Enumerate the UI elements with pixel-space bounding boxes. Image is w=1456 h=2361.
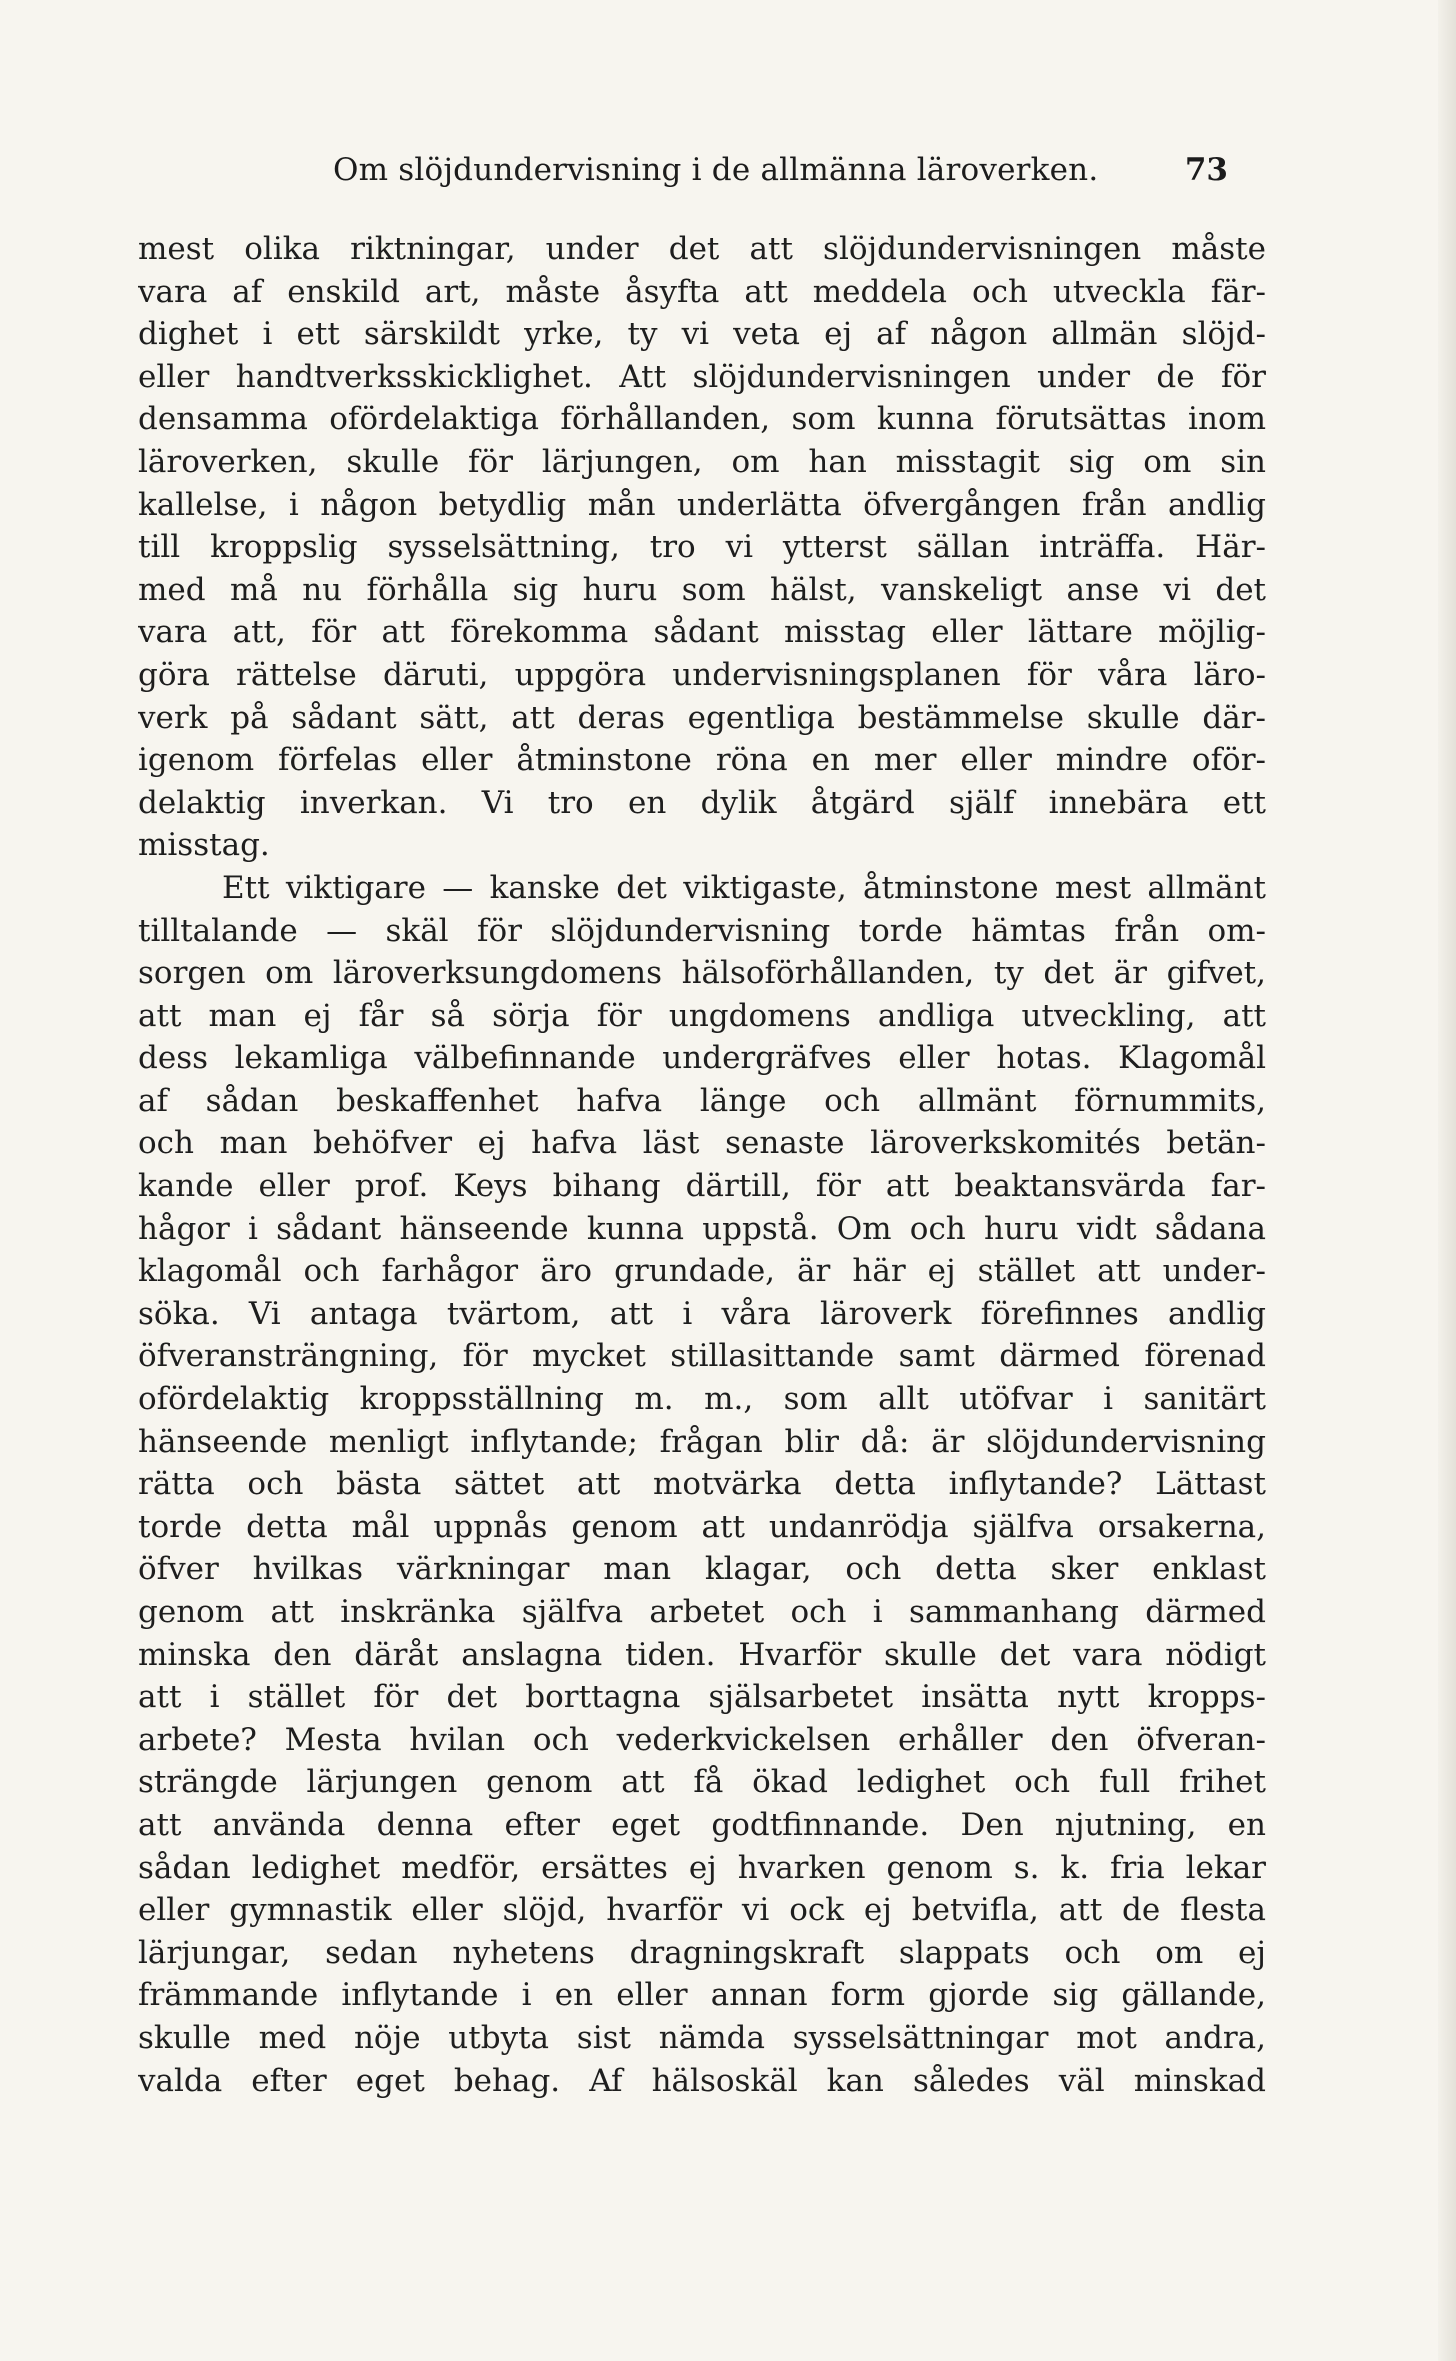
text-line: densamma ofördelaktiga förhållanden, som kunna förutsättas inom <box>138 401 1266 438</box>
text-line: torde detta mål uppnås genom att undanrödja själfva orsakerna, <box>138 1508 1266 1545</box>
text-line: delaktig inverkan. Vi tro en dylik åtgärd själf innebära ett <box>138 784 1266 821</box>
text-line: öfveransträngning, för mycket stillasittande samt därmed förenad <box>138 1338 1266 1375</box>
text-line: valda efter eget behag. Af hälsoskäl kan således väl minskad <box>138 2062 1266 2099</box>
text-line: strängde lärjungen genom att få ökad ledighet och full frihet <box>138 1764 1266 1801</box>
text-line: att i stället för det borttagna själsarbetet insätta nytt kropps- <box>138 1679 1266 1716</box>
text-line: eller gymnastik eller slöjd, hvarför vi ock ej betvifla, att de flesta <box>138 1892 1266 1929</box>
text-line: arbete? Mesta hvilan och vederkvickelsen erhåller den öfveran- <box>138 1721 1266 1758</box>
text-line: eller handtverksskicklighet. Att slöjdundervisningen under de för <box>138 358 1266 395</box>
text-line: sorgen om läroverksungdomens hälsoförhållanden, ty det är gifvet, <box>138 955 1266 992</box>
body-text <box>138 228 1266 2102</box>
text-line: och man behöfver ej hafva läst senaste läroverkskomités betän- <box>138 1125 1266 1162</box>
text-line: dess lekamliga välbefinnande undergräfves eller hotas. Klagomål <box>138 1040 1266 1077</box>
text-line: genom att inskränka själfva arbetet och i sammanhang därmed <box>138 1594 1266 1630</box>
text-line: främmande inflytande i en eller annan form gjorde sig gällande, <box>138 1977 1266 2014</box>
page-edge <box>1438 0 1456 2361</box>
text-line: läroverken, skulle för lärjungen, om han misstagit sig om sin <box>138 443 1266 480</box>
page-number: 73 <box>1184 152 1228 188</box>
text-line: att använda denna efter eget godtfinnande. Den njutning, en <box>138 1806 1266 1843</box>
text-line: vara af enskild art, måste åsyfta att meddela och utveckla fär- <box>138 273 1266 310</box>
text-line: att man ej får så sörja för ungdomens andliga utveckling, att <box>138 997 1266 1034</box>
text-line: mest olika riktningar, under det att slöjdundervisningen måste <box>138 231 1266 267</box>
text-line: lärjungar, sedan nyhetens dragningskraft slappats och om ej <box>138 1934 1266 1971</box>
header-title: Om slöjdundervisning i de allmänna läroverken. <box>333 152 1099 188</box>
paragraph-start-line: Ett viktigare — kanske det viktigaste, åtminstone mest allmänt <box>222 869 1266 906</box>
running-header <box>138 152 1266 204</box>
text-line: igenom förfelas eller åtminstone röna en mer eller mindre oför- <box>138 742 1266 779</box>
text-line: ofördelaktig kroppsställning m. m., som allt utöfvar i sanitärt <box>138 1381 1266 1418</box>
text-line: klagomål och farhågor äro grundade, är här ej stället att under- <box>138 1253 1266 1290</box>
paragraph-end-line: misstag. <box>138 827 270 864</box>
text-line: tilltalande — skäl för slöjdundervisning torde hämtas från om- <box>138 912 1266 949</box>
text-line: af sådan beskaffenhet hafva länge och allmänt förnummits, <box>138 1082 1266 1119</box>
text-line: söka. Vi antaga tvärtom, att i våra läroverk förefinnes andlig <box>138 1295 1266 1332</box>
text-line: kallelse, i någon betydlig mån underlätta öfvergången från andlig <box>138 486 1266 523</box>
text-line: sådan ledighet medför, ersättes ej hvarken genom s. k. fria lekar <box>138 1849 1266 1886</box>
text-line: till kroppslig sysselsättning, tro vi ytterst sällan inträffa. Här- <box>138 529 1266 566</box>
text-line: hågor i sådant hänseende kunna uppstå. Om och huru vidt sådana <box>138 1210 1266 1247</box>
text-line: vara att, för att förekomma sådant misstag eller lättare möjlig- <box>138 614 1266 651</box>
text-line: verk på sådant sätt, att deras egentliga bestämmelse skulle där- <box>138 699 1266 736</box>
text-line: kande eller prof. Keys bihang därtill, för att beaktansvärda far- <box>138 1168 1266 1205</box>
text-line: skulle med nöje utbyta sist nämda sysselsättningar mot andra, <box>138 2019 1266 2056</box>
text-line: hänseende menligt inflytande; frågan blir då: är slöjdundervisning <box>138 1423 1266 1460</box>
text-line: rätta och bästa sättet att motvärka detta inflytande? Lättast <box>138 1466 1266 1503</box>
text-line: minska den däråt anslagna tiden. Hvarför skulle det vara nödigt <box>138 1636 1266 1673</box>
text-line: dighet i ett särskildt yrke, ty vi veta ej af någon allmän slöjd- <box>138 316 1266 353</box>
text-line: med må nu förhålla sig huru som hälst, vanskeligt anse vi det <box>138 571 1266 608</box>
text-line: öfver hvilkas värkningar man klagar, och detta sker enklast <box>138 1551 1266 1588</box>
text-line: göra rättelse däruti, uppgöra undervisningsplanen för våra läro- <box>138 656 1266 693</box>
